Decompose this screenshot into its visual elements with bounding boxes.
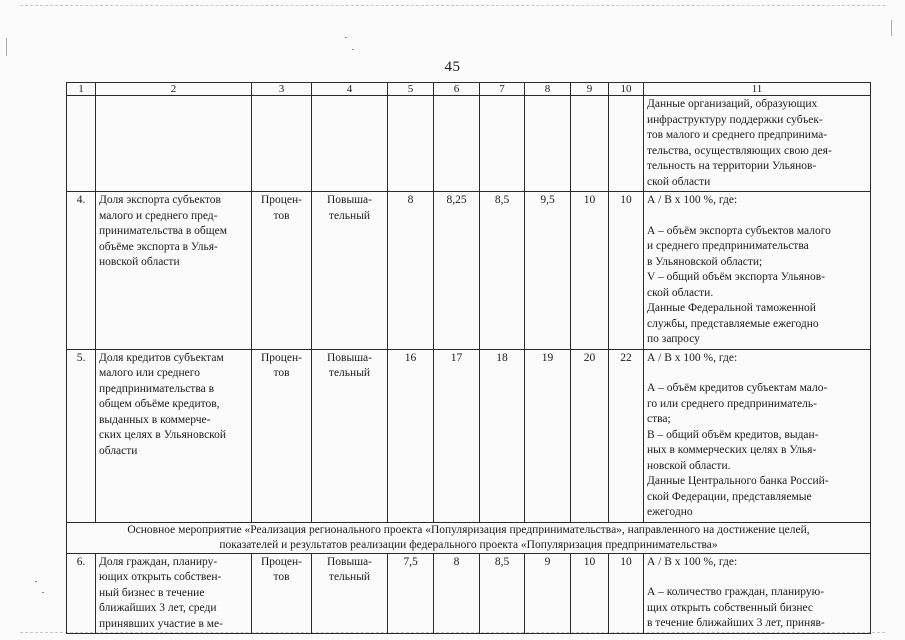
value-cell: 8 xyxy=(388,192,434,350)
value-cell: 8,5 xyxy=(480,553,525,634)
indicator-name: Доля экспорта субъектов малого и среднего пред- принимательства в общем объёме экспорта в Улья- новской области xyxy=(96,192,252,350)
indicator-name: Доля кредитов субъектам малого или среднего предпринимательства в общем объёме кредитов, выданных в коммерче- ских целях в Ульяновской области xyxy=(96,349,252,522)
col-header: 1 xyxy=(67,83,96,96)
page-number: 45 xyxy=(444,59,461,75)
scan-edge-top xyxy=(20,5,885,6)
col-header: 9 xyxy=(571,83,609,96)
scan-speck xyxy=(352,49,354,50)
table-row xyxy=(67,192,871,350)
method-description: А / В x 100 %, где: А – количество граждан, планирую- щих открыть собственный бизнес в течение ближайших 3 лет, приняв- xyxy=(644,553,871,634)
value-cell: 16 xyxy=(388,349,434,522)
col-header: 8 xyxy=(525,83,571,96)
indicators-table xyxy=(66,82,871,634)
scan-mark-left xyxy=(6,38,7,56)
section-heading: Основное мероприятие «Реализация регионального проекта «Популяризация предпринимательства», направленного на достижение целей, показателей и результатов реализации федерального проекта «Популяризация предпринимательства» xyxy=(67,522,871,553)
col-header: 11 xyxy=(644,83,871,96)
value-cell: 7,5 xyxy=(388,553,434,634)
value-cell: 10 xyxy=(609,553,644,634)
value-cell: 9,5 xyxy=(525,192,571,350)
table-row xyxy=(67,553,871,634)
continuation-note: Данные организаций, образующих инфраструктуру поддержки субъек- тов малого и среднего предпринима- тельства, осуществляющих свою дея- тельность на территории Ульянов- ской области xyxy=(644,96,871,192)
direction: Повыша- тельный xyxy=(312,553,388,634)
value-cell: 22 xyxy=(609,349,644,522)
col-header: 6 xyxy=(434,83,480,96)
col-header: 2 xyxy=(96,83,252,96)
value-cell: 8,25 xyxy=(434,192,480,350)
table-row xyxy=(67,349,871,522)
direction: Повыша- тельный xyxy=(312,349,388,522)
value-cell: 10 xyxy=(571,553,609,634)
value-cell: 8,5 xyxy=(480,192,525,350)
value-cell: 20 xyxy=(571,349,609,522)
row-number: 6. xyxy=(67,553,96,634)
col-header: 7 xyxy=(480,83,525,96)
column-numbers-row xyxy=(67,83,871,96)
col-header: 5 xyxy=(388,83,434,96)
scan-speck xyxy=(345,37,347,38)
unit: Процен- тов xyxy=(252,349,312,522)
row-number: 4. xyxy=(67,192,96,350)
col-header: 4 xyxy=(312,83,388,96)
direction: Повыша- тельный xyxy=(312,192,388,350)
scan-mark-right xyxy=(891,20,892,36)
value-cell: 10 xyxy=(571,192,609,350)
scan-speck xyxy=(35,581,37,582)
row-number: 5. xyxy=(67,349,96,522)
value-cell: 19 xyxy=(525,349,571,522)
scan-speck xyxy=(42,592,44,593)
section-heading-row xyxy=(67,522,871,553)
indicator-name: Доля граждан, планиру- ющих открыть собствен- ный бизнес в течение ближайших 3 лет, среди принявших участие в ме- xyxy=(96,553,252,634)
col-header: 3 xyxy=(252,83,312,96)
value-cell: 17 xyxy=(434,349,480,522)
value-cell: 8 xyxy=(434,553,480,634)
unit: Процен- тов xyxy=(252,553,312,634)
method-description: А / В x 100 %, где: А – объём кредитов субъектам мало- го или среднего предприниматель- ства; В – общий объём кредитов, выдан- ных в коммерческих целях в Улья- новской области. Данные Центрального банка Россий- ской Федерации, представляемые ежегодно xyxy=(644,349,871,522)
value-cell: 18 xyxy=(480,349,525,522)
continuation-row xyxy=(67,96,871,192)
method-description: А / В x 100 %, где: А – объём экспорта субъектов малого и среднего предпринимательства в Ульяновской области; V – общий объём экспорта Ульянов- ской области. Данные Федеральной таможенной службы, представляемые ежегодно по запросу xyxy=(644,192,871,350)
unit: Процен- тов xyxy=(252,192,312,350)
value-cell: 10 xyxy=(609,192,644,350)
value-cell: 9 xyxy=(525,553,571,634)
col-header: 10 xyxy=(609,83,644,96)
